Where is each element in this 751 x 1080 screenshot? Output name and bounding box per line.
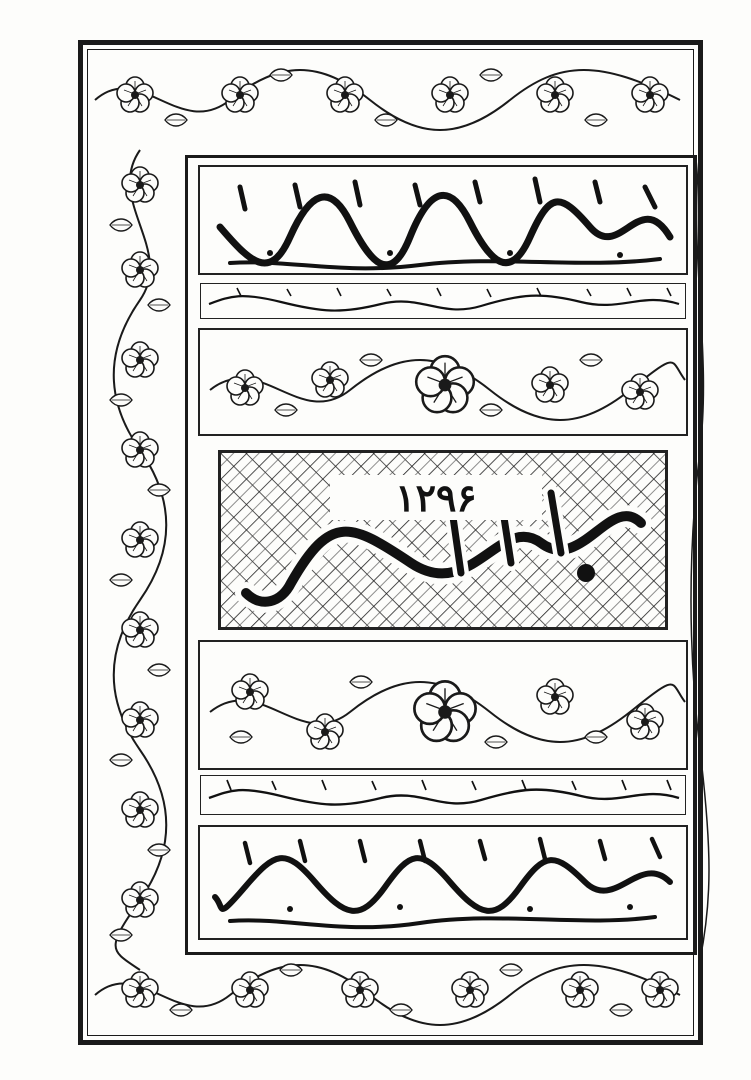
- floral-band-lower-art: [200, 642, 690, 772]
- subtitle-1-ink-strokes: [201, 284, 687, 320]
- floral-band-lower: [198, 640, 688, 770]
- hijri-year: ۱۲۹۶: [330, 475, 542, 520]
- calligraphy-ink-strokes: [200, 167, 690, 277]
- floral-band-upper-art: [200, 330, 690, 438]
- imprint-calligraphy-panel: [198, 825, 688, 940]
- subtitle-2-ink-strokes: [201, 776, 687, 816]
- bottom-border-flowers: [95, 964, 680, 1025]
- floral-band-upper: [198, 328, 688, 436]
- left-border-flowers: [110, 150, 170, 970]
- subtitle-line-1: [200, 283, 686, 319]
- title-calligraphy-panel: [198, 165, 688, 275]
- imprint-ink-strokes: [200, 827, 690, 942]
- subtitle-line-2: [200, 775, 686, 815]
- top-border-flowers: [95, 69, 680, 130]
